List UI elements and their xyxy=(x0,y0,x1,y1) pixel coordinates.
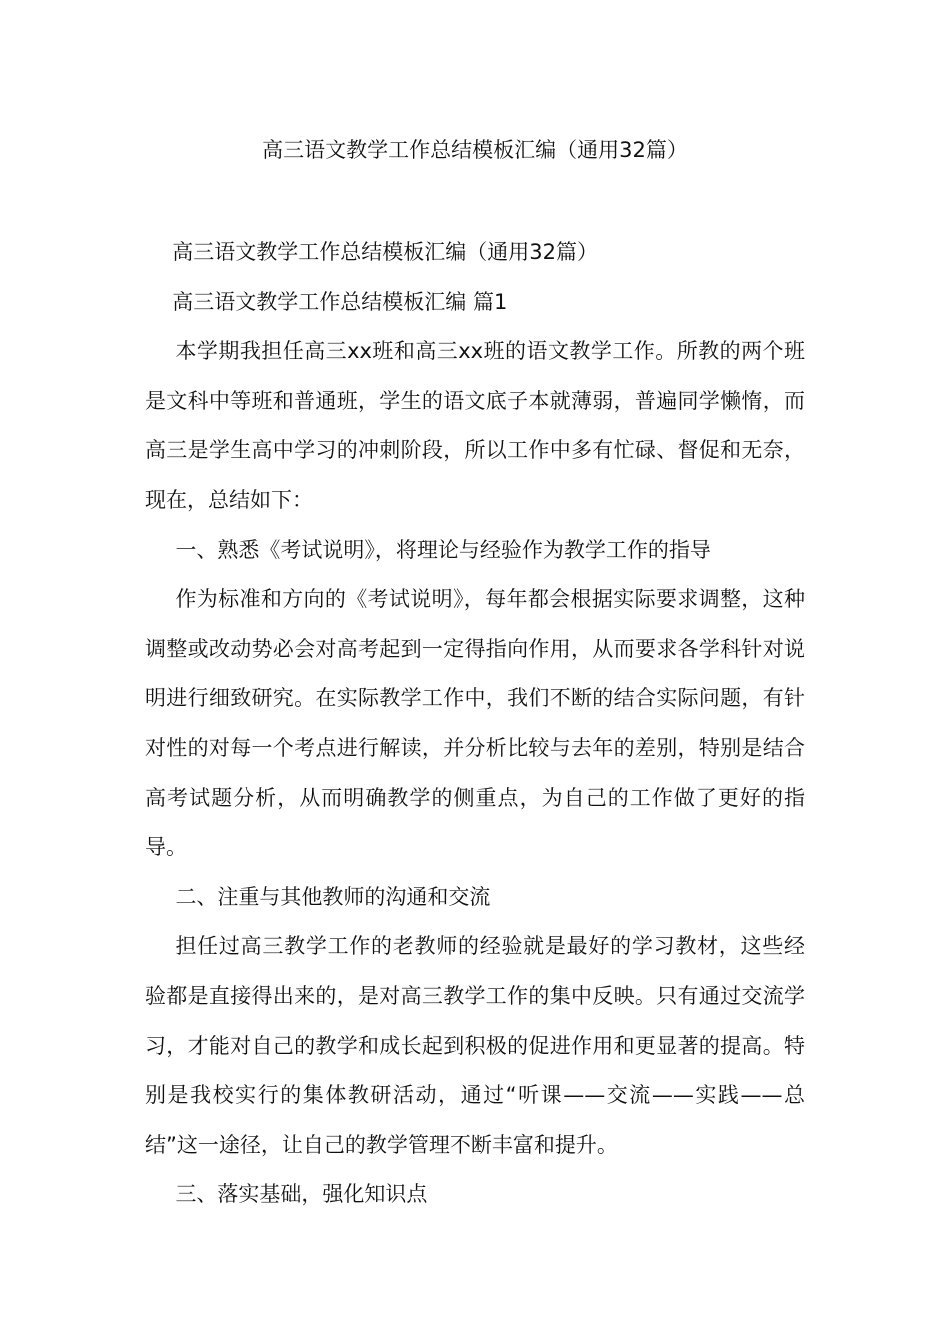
document-body xyxy=(145,228,805,1220)
section-heading-3: 三、落实基础，强化知识点 xyxy=(175,1182,428,1207)
section-heading-chapter-1: 高三语文教学工作总结模板汇编 篇1 xyxy=(172,289,508,314)
section-heading-2: 二、注重与其他教师的沟通和交流 xyxy=(175,884,491,909)
section-heading-1: 一、熟悉《考试说明》，将理论与经验作为教学工作的指导 xyxy=(175,537,711,562)
paragraph-2: 担任过高三教学工作的老教师的经验就是最好的学习教材，这些经验都是直接得出来的，是对高三教学工作的集中反映。只有通过交流学习，才能对自己的教学和成长起到积极的促进作用和更显著的提高。特别是我校实行的集体教研活动，通过“听课——交流——实践——总结”这一途径，让自己的教学管理不断丰富和提升。 xyxy=(145,934,805,1157)
document-subtitle: 高三语文教学工作总结模板汇编（通用32篇） xyxy=(172,240,599,264)
paragraph-intro: 本学期我担任高三xx班和高三xx班的语文教学工作。所教的两个班是文科中等班和普通班，学生的语文底子本就薄弱，普遍同学懒惰，而高三是学生高中学习的冲刺阶段，所以工作中多有忙碌、督促和无奈，现在，总结如下： xyxy=(145,339,805,512)
document-title: 高三语文教学工作总结模板汇编（通用32篇） xyxy=(262,138,688,162)
paragraph-1: 作为标准和方向的《考试说明》，每年都会根据实际要求调整，这种调整或改动势必会对高考起到一定得指向作用，从而要求各学科针对说明进行细致研究。在实际教学工作中，我们不断的结合实际问题，有针对性的对每一个考点进行解读，并分析比较与去年的差别，特别是结合高考试题分析，从而明确教学的侧重点，为自己的工作做了更好的指导。 xyxy=(145,587,805,860)
